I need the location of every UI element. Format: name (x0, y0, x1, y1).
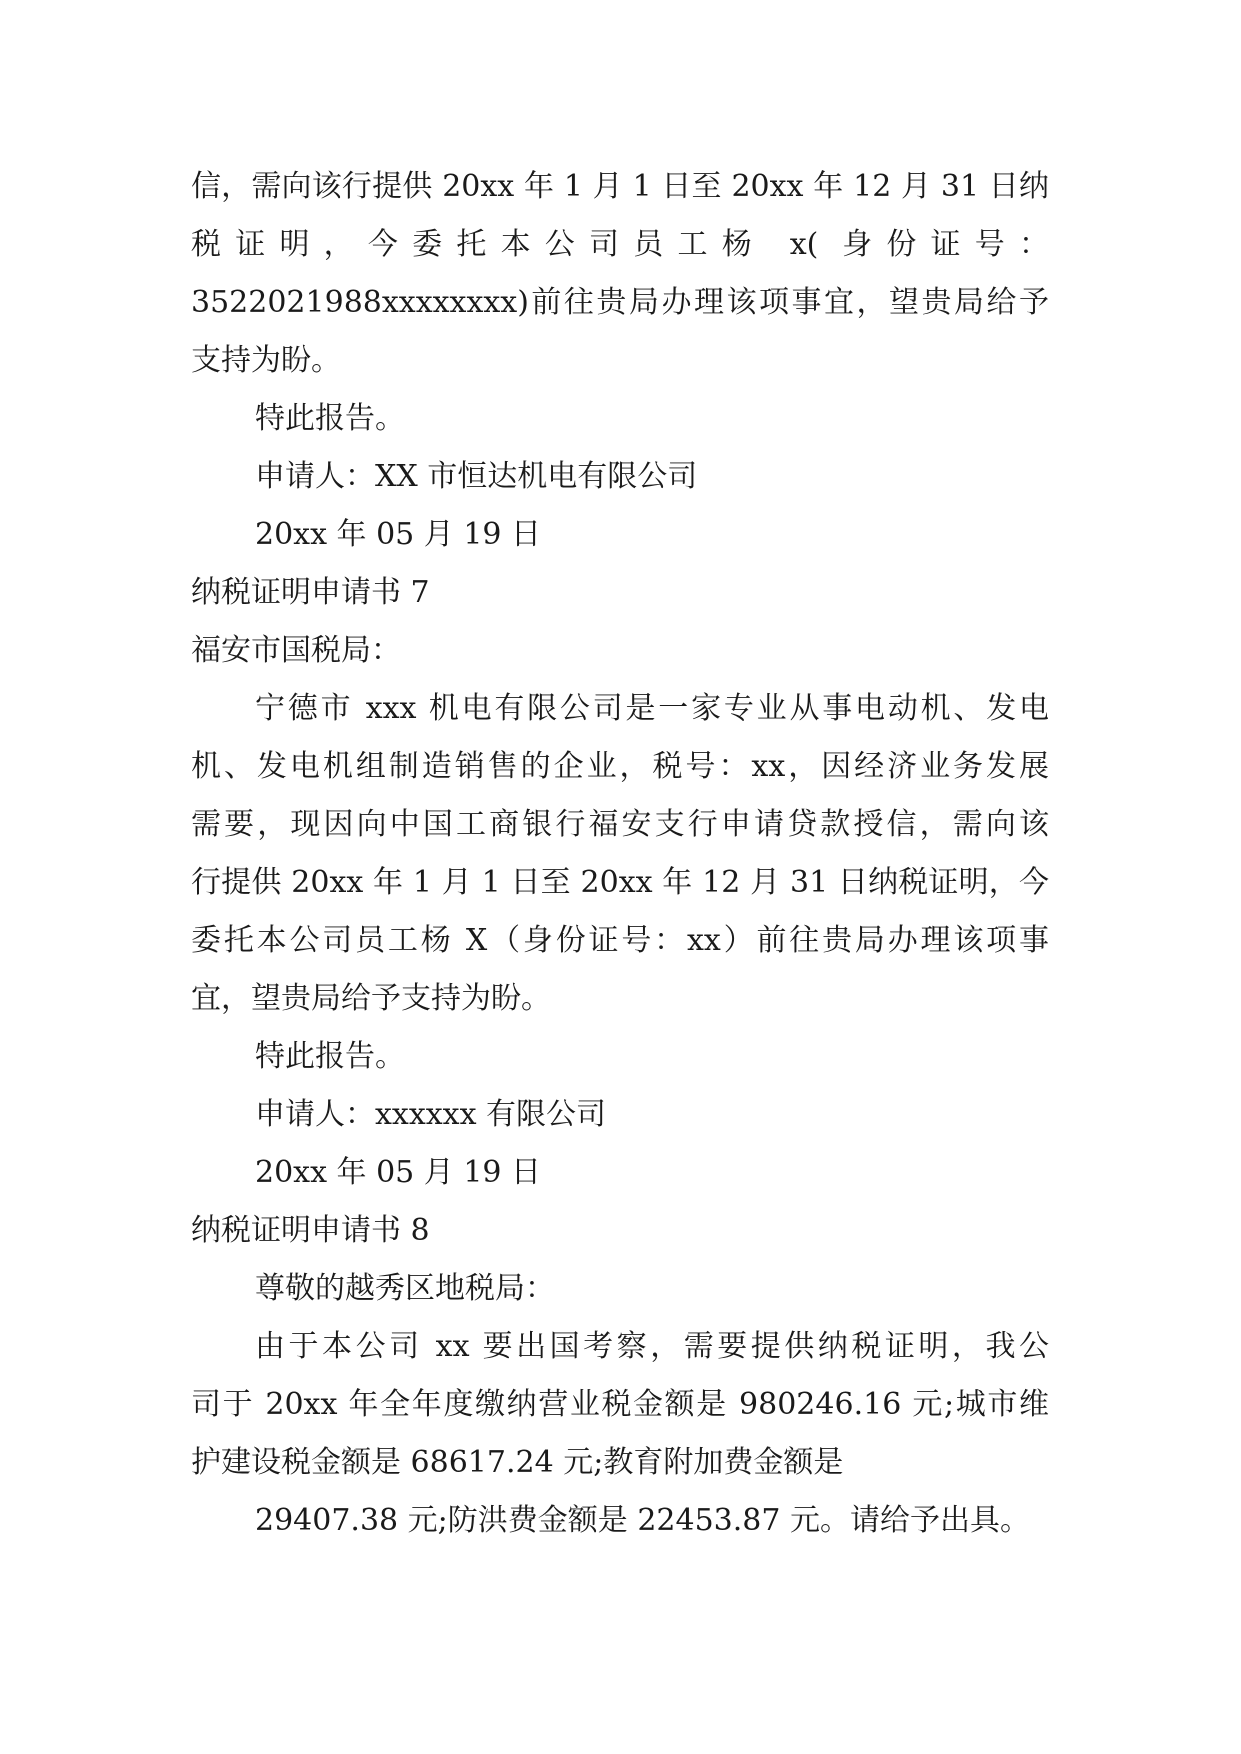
closing-line: 特此报告。 (255, 401, 405, 436)
body-line: 信，需向该行提供 20xx 年 1 月 1 日至 20xx 年 12 月 31 日纳 (191, 169, 1049, 204)
recipient-line: 尊敬的越秀区地税局： (255, 1271, 555, 1306)
body-line: 需要，现因向中国工商银行福安支行申请贷款授信，需向该 (191, 807, 1049, 842)
body-line: 税证明，今委托本公司员工杨 x( 身份证号： (191, 227, 1049, 262)
body-line: 行提供 20xx 年 1 月 1 日至 20xx 年 12 月 31 日纳税证明，今 (191, 865, 1049, 900)
document-body (191, 158, 1049, 1550)
applicant-line: 申请人：xxxxxx 有限公司 (255, 1097, 607, 1132)
date-line: 20xx 年 05 月 19 日 (255, 1155, 542, 1190)
applicant-line: 申请人：XX 市恒达机电有限公司 (255, 459, 698, 494)
date-line: 20xx 年 05 月 19 日 (255, 517, 542, 552)
section-heading: 纳税证明申请书 8 (191, 1213, 430, 1248)
body-line: 委托本公司员工杨 X（身份证号：xx）前往贵局办理该项事 (191, 923, 1049, 958)
body-line: 由于本公司 xx 要出国考察，需要提供纳税证明，我公 (255, 1329, 1049, 1364)
section-heading: 纳税证明申请书 7 (191, 575, 430, 610)
body-line: 29407.38 元;防洪费金额是 22453.87 元。请给予出具。 (255, 1503, 1031, 1538)
body-line: 3522021988xxxxxxxx)前往贵局办理该项事宜，望贵局给予 (191, 285, 1049, 320)
body-line: 宜，望贵局给予支持为盼。 (191, 981, 551, 1016)
body-line: 司于 20xx 年全年度缴纳营业税金额是 980246.16 元;城市维 (191, 1387, 1049, 1422)
body-line: 宁德市 xxx 机电有限公司是一家专业从事电动机、发电 (255, 691, 1049, 726)
body-line: 支持为盼。 (191, 343, 341, 378)
recipient-line: 福安市国税局： (191, 633, 401, 668)
body-line: 机、发电机组制造销售的企业，税号：xx，因经济业务发展 (191, 749, 1049, 784)
closing-line: 特此报告。 (255, 1039, 405, 1074)
body-line: 护建设税金额是 68617.24 元;教育附加费金额是 (191, 1445, 844, 1480)
